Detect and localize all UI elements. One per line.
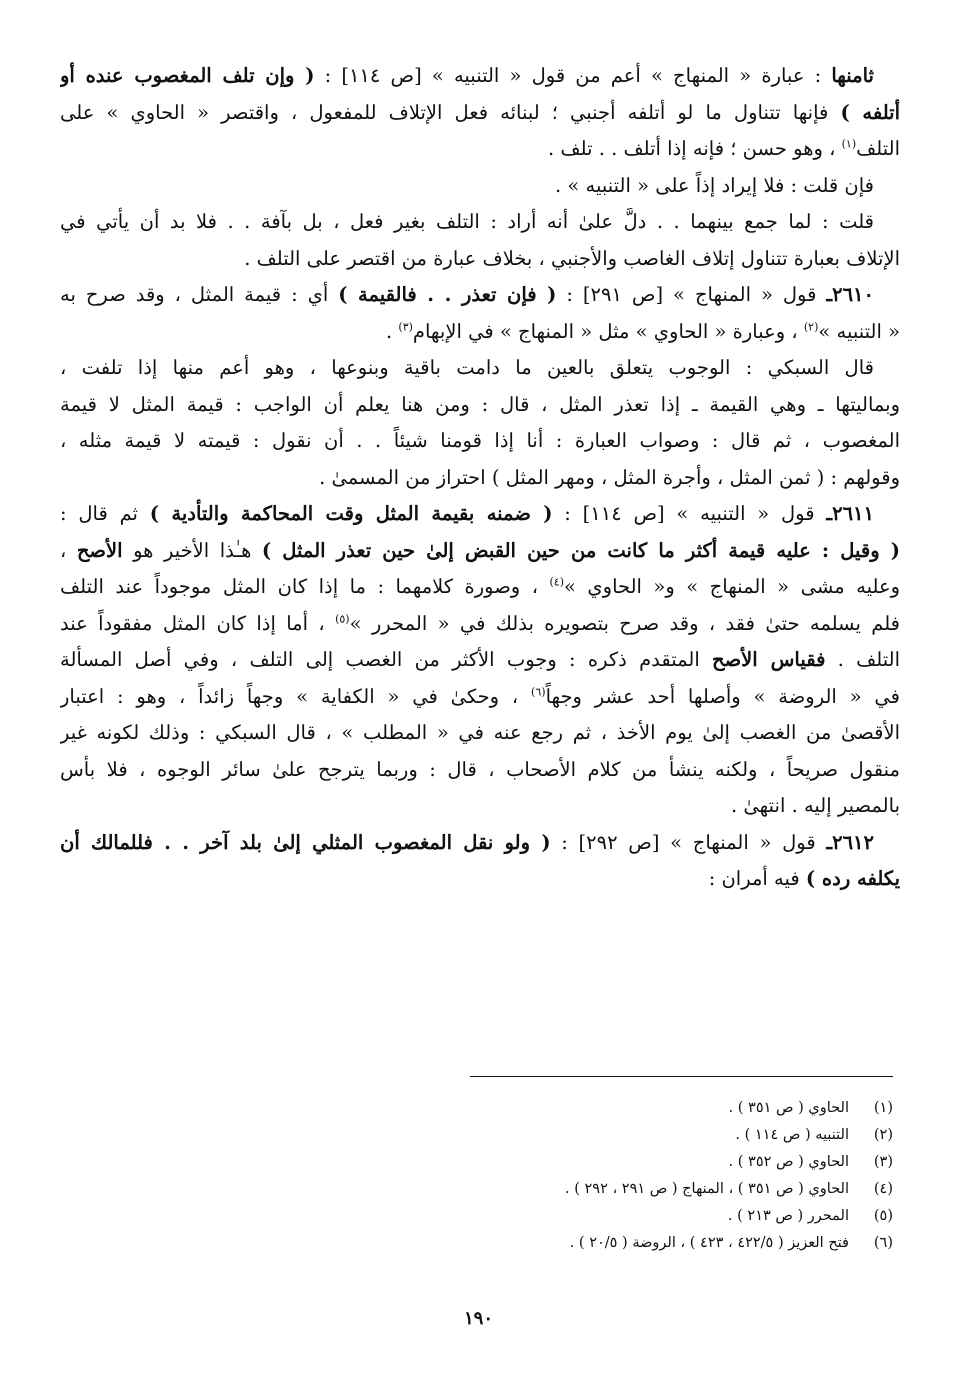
text-run: ( وقيل : عليه قيمة أكثر ما كانت من حين القبض إلىٰ حين تعذر المثل ) <box>261 538 900 562</box>
footnote-text: التنبيه ( ص ١١٤ ) . <box>735 1127 849 1143</box>
text-line <box>60 496 900 533</box>
text-run: الأصح <box>76 538 123 562</box>
footnote-number: (١) <box>873 1100 893 1116</box>
text-run: أتلفه ) <box>840 100 900 124</box>
text-run: وقولهم : ( ثمن المثل ، وأجرة المثل ، ومهر المثل ) احتراز من المسمىٰ . <box>319 465 900 489</box>
footnote-marker: (٤) <box>549 575 564 589</box>
footnotes <box>60 1095 893 1257</box>
text-run: ، وهو حسن ؛ فإنه إذا أتلف . . تلف . <box>548 137 842 160</box>
text-run: فيه أمران : <box>708 867 806 890</box>
text-run: فلم يسلمه حتىٰ فقد ، وقد صرح بتصويره بذلك في « المحرر » <box>349 611 900 635</box>
text-line <box>60 715 900 752</box>
footnote-text: الحاوي ( ص ٣٥٢ ) . <box>728 1154 849 1170</box>
text-line <box>60 460 900 497</box>
text-run: قلت : لما جمع بينهما . . دلَّ علىٰ أنه أراد : التلف بغير فعل ، بل بآفة . . فلا بد أن يأتي في <box>60 210 874 233</box>
text-run: التلف <box>856 137 900 160</box>
text-run: ، وحكىٰ في « الكفاية » وجهاً زائداً ، وهو : اعتبار <box>60 684 532 708</box>
text-run: فقياس الأصح <box>712 648 826 671</box>
text-run: التلف . <box>825 648 900 671</box>
page-number: ١٩٠ <box>463 1308 493 1329</box>
footnote-marker: (٥) <box>335 612 350 625</box>
text-run: هـٰذا الأخير هو <box>122 538 262 562</box>
text-run: في « الروضة » وأصلها أحد عشر وجهاً <box>545 684 900 708</box>
text-run: الأقصىٰ من الغصب إلىٰ يوم الأخذ ، ثم رجع عنه في « المطلب » ، قال السبكي : وذلك لكونه غير <box>60 721 900 744</box>
footnote-number: (٤) <box>873 1181 893 1197</box>
text-run: قول « التنبيه » [ص ١١٤] : <box>552 502 827 525</box>
text-line <box>60 204 900 241</box>
footnote-marker: (٢) <box>803 320 819 333</box>
text-run: فإنها تتناول ما لو أتلفه أجنبي ؛ لبنائه فعل الإتلاف للمفعول ، واقتصر « الحاوي » على <box>60 100 841 124</box>
text-line <box>60 606 900 643</box>
footnote-number: (٦) <box>873 1235 893 1251</box>
footnote <box>60 1149 893 1176</box>
text-run: ثامنها <box>831 64 874 87</box>
text-run: ٢٦١٠ـ <box>826 283 875 306</box>
text-line <box>60 241 900 278</box>
text-run: ثم قال : <box>60 502 150 525</box>
text-run: : عبارة « المنهاج » أعم من قول « التنبيه » [ص ١١٤] : <box>314 64 832 87</box>
text-run: فإن قلت : فلا إيراد إذاً على « التنبيه » . <box>555 173 874 197</box>
footnote-marker: (١) <box>841 137 857 151</box>
footnote-separator <box>470 1076 893 1077</box>
text-run: المتقدم ذكره : وجوب الأكثر من الغصب إلى التلف ، وفي أصل المسألة <box>60 648 713 671</box>
text-run: قول « المنهاج » [ص ٢٩١] : <box>556 283 827 306</box>
text-line <box>60 533 900 570</box>
text-run: وبماليتها ـ وهي القيمة ـ إذا تعذر المثل ، قال : ومن هنا يعلم أن الواجب : قيمة المثل لا قيمة <box>60 392 900 416</box>
footnote-number: (٣) <box>873 1154 893 1170</box>
text-run: يكلفه رده ) <box>805 867 900 890</box>
footnote-text: المحرر ( ص ٢١٣ ) . <box>727 1208 849 1224</box>
footnote-marker: (٣) <box>398 320 413 333</box>
text-line <box>60 387 900 424</box>
text-run: ، أما إذا كان المثل مفقوداً عند <box>60 611 336 635</box>
footnote <box>60 1203 893 1230</box>
footnote-text: الحاوي ( ص ٣٥١ ) ، المنهاج ( ص ٢٩١ ، ٢٩٢ ) . <box>565 1181 849 1197</box>
text-line <box>60 131 900 168</box>
text-line <box>60 350 900 387</box>
text-line <box>60 277 900 314</box>
text-line <box>60 861 900 898</box>
text-run: قال السبكي : الوجوب يتعلق بالعين ما دامت باقية وبنوعها ، وهو أعم منها إذا تلفت ، <box>60 356 874 379</box>
text-line <box>60 58 900 95</box>
text-line <box>60 752 900 789</box>
text-run: ( ولو نقل المغصوب المثلي إلىٰ بلد آخر . . فللمالك أن <box>60 830 551 854</box>
text-line <box>60 569 900 606</box>
text-run: ( وإن تلف المغصوب عنده أو <box>60 64 315 87</box>
text-run: منقول صريحاً ، ولكنه ينشأ من كلام الأصحاب ، قال : وربما يترجح علىٰ سائر الوجوه ، فلا بأس <box>60 757 900 781</box>
text-run: « التنبيه » <box>818 319 900 343</box>
text-run: ٢٦١١ـ <box>826 502 874 525</box>
footnote-marker: (٦) <box>531 685 546 698</box>
text-run: وعليه مشى « المنهاج » و« الحاوي » <box>563 575 900 598</box>
text-run: . <box>386 319 399 343</box>
text-run: ، وعبارة « الحاوي » مثل « المنهاج » في الإبهام <box>412 319 804 343</box>
text-run: الإتلاف بعبارة تتناول إتلاف الغاصب والأجنبي ، بخلاف عبارة من اقتصر على التلف . <box>244 246 900 270</box>
text-run: قول « المنهاج » [ص ٢٩٢] : <box>550 830 827 854</box>
text-run: ، وصورة كلامهما : ما إذا كان المثل موجوداً عند التلف <box>60 575 550 598</box>
text-line <box>60 314 900 351</box>
footnote <box>60 1230 893 1257</box>
text-line <box>60 168 900 205</box>
footnote <box>60 1095 893 1122</box>
footnote <box>60 1122 893 1149</box>
text-line <box>60 788 900 825</box>
text-run: ( ضمنه بقيمة المثل وقت المحاكمة والتأدية ) <box>149 502 553 525</box>
text-run: المغصوب ، ثم قال : وصواب العبارة : أنا إذا قومنا شيئاً . . أن نقول : قيمته لا قيمة مثله ، <box>60 429 900 452</box>
text-run: ٢٦١٢ـ <box>826 830 874 854</box>
text-line <box>60 423 900 460</box>
text-line <box>60 679 900 716</box>
footnote-text: الحاوي ( ص ٣٥١ ) . <box>728 1100 849 1116</box>
text-line <box>60 95 900 132</box>
text-run: ، <box>60 538 77 562</box>
text-line <box>60 642 900 679</box>
footnote <box>60 1176 893 1203</box>
text-run: بالمصير إليه . انتهىٰ . <box>731 794 900 817</box>
text-line <box>60 825 900 862</box>
main-text <box>60 58 900 898</box>
footnote-number: (٢) <box>873 1127 893 1143</box>
footnote-number: (٥) <box>873 1208 893 1224</box>
footnote-text: فتح العزيز ( ٤٢٢/٥ ، ٤٢٣ ) ، الروضة ( ٢٠/٥ ) . <box>569 1235 849 1251</box>
text-run: ( فإن تعذر . . فالقيمة ) <box>338 283 557 306</box>
text-run: أي : قيمة المثل ، وقد صرح به <box>60 283 339 306</box>
